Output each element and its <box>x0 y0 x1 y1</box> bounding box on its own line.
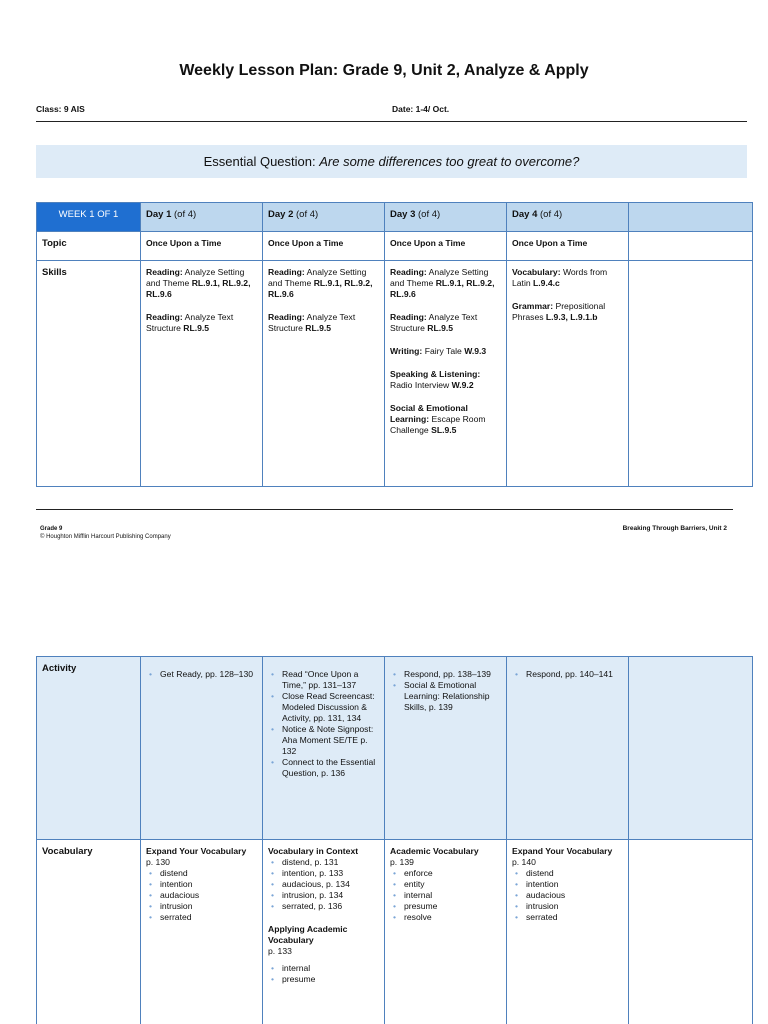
footer-copyright: © Houghton Mifflin Harcourt Publishing Company <box>40 534 171 541</box>
list-item: • intention, p. 133 <box>268 868 379 879</box>
list-item: • Get Ready, pp. 128–130 <box>146 669 257 680</box>
list-item: • Notice & Note Signpost: Aha Moment SE/TE p. 132 <box>268 724 379 757</box>
list-item: • audacious, p. 134 <box>268 879 379 890</box>
list-item: • internal <box>268 963 379 974</box>
row-label-vocabulary: Vocabulary <box>37 840 141 1024</box>
row-label-skills: Skills <box>37 261 141 487</box>
activity-cell <box>385 657 507 840</box>
list-item: • Close Read Screencast: Modeled Discussion & Activity, pp. 131, 134 <box>268 691 379 724</box>
list-item: • Connect to the Essential Question, p. 136 <box>268 757 379 779</box>
topic-cell: Once Upon a Time <box>141 232 263 261</box>
list-item: • intrusion, p. 134 <box>268 890 379 901</box>
skills-cell: Reading: Analyze Setting and Theme RL.9.1, RL.9.2, RL.9.6 Reading: Analyze Text Structure RL.9.5 Writing: Fairy Tale W.9.3 Speaking & Listening: Radio Interview W.9.2 Social & Emotional Learning: Escape Room Challenge SL.9.5 <box>385 261 507 487</box>
footer-right: Breaking Through Barriers, Unit 2 <box>622 525 727 532</box>
vocabulary-cell: Expand Your Vocabulary p. 140 • distend • intention • audacious • intrusion • serrated <box>507 840 629 1024</box>
day-header-empty <box>629 203 753 232</box>
activity-cell <box>507 657 629 840</box>
list-item: • audacious <box>512 890 623 901</box>
day-header: Day 4 (of 4) <box>507 203 629 232</box>
table-header-row <box>37 203 753 232</box>
date-label: Date: 1-4/ Oct. <box>392 104 450 114</box>
list-item: • enforce <box>390 868 501 879</box>
vocabulary-cell: Expand Your Vocabulary p. 130 • distend • intention • audacious • intrusion • serrated <box>141 840 263 1024</box>
essential-question-text: Are some differences too great to overcome? <box>319 154 580 169</box>
activity-cell <box>141 657 263 840</box>
lesson-plan-table-bottom <box>36 656 753 1024</box>
skills-cell: Vocabulary: Words from Latin L.9.4.c Grammar: Prepositional Phrases L.9.3, L.9.1.b <box>507 261 629 487</box>
topic-cell: Once Upon a Time <box>507 232 629 261</box>
header-divider <box>36 121 747 122</box>
skills-cell: Reading: Analyze Setting and Theme RL.9.1, RL.9.2, RL.9.6 Reading: Analyze Text Structure RL.9.5 <box>141 261 263 487</box>
topic-cell-empty <box>629 232 753 261</box>
list-item: • presume <box>268 974 379 985</box>
list-item: • distend <box>146 868 257 879</box>
skills-row <box>37 261 753 487</box>
list-item: • Respond, pp. 138–139 <box>390 669 501 680</box>
skills-cell-empty <box>629 261 753 487</box>
footer-left <box>40 525 171 542</box>
class-label: Class: 9 AIS <box>36 104 85 114</box>
topic-cell: Once Upon a Time <box>385 232 507 261</box>
list-item: • Social & Emotional Learning: Relationship Skills, p. 139 <box>390 680 501 713</box>
page-title: Weekly Lesson Plan: Grade 9, Unit 2, Analyze & Apply <box>179 62 589 79</box>
activity-cell-empty <box>629 657 753 840</box>
essential-question-label: Essential Question: <box>203 154 320 169</box>
list-item: • internal <box>390 890 501 901</box>
week-label: WEEK 1 OF 1 <box>37 203 141 232</box>
vocabulary-cell-empty <box>629 840 753 1024</box>
list-item: • intrusion <box>146 901 257 912</box>
list-item: • distend, p. 131 <box>268 857 379 868</box>
list-item: • presume <box>390 901 501 912</box>
list-item: • Respond, pp. 140–141 <box>512 669 623 680</box>
topic-row <box>37 232 753 261</box>
footer-divider <box>36 509 733 510</box>
list-item: • resolve <box>390 912 501 923</box>
list-item: • serrated <box>146 912 257 923</box>
vocabulary-cell: Vocabulary in Context • distend, p. 131 • intention, p. 133 • audacious, p. 134 • intrusion, p. 134 • serrated, p. 136 Applying Academic Vocabulary p. 133 • internal • presume <box>263 840 385 1024</box>
skills-cell: Reading: Analyze Setting and Theme RL.9.1, RL.9.2, RL.9.6 Reading: Analyze Text Structure RL.9.5 <box>263 261 385 487</box>
day-header: Day 3 (of 4) <box>385 203 507 232</box>
list-item: • intention <box>146 879 257 890</box>
vocabulary-row <box>37 840 753 1024</box>
list-item: • distend <box>512 868 623 879</box>
essential-question-banner <box>36 145 747 178</box>
list-item: • entity <box>390 879 501 890</box>
row-label-topic: Topic <box>37 232 141 261</box>
list-item: • Read “Once Upon a Time,” pp. 131–137 <box>268 669 379 691</box>
footer-grade: Grade 9 <box>40 526 63 532</box>
list-item: • audacious <box>146 890 257 901</box>
list-item: • serrated <box>512 912 623 923</box>
lesson-plan-table-top <box>36 202 753 487</box>
list-item: • serrated, p. 136 <box>268 901 379 912</box>
topic-cell: Once Upon a Time <box>263 232 385 261</box>
day-header: Day 2 (of 4) <box>263 203 385 232</box>
list-item: • intention <box>512 879 623 890</box>
activity-cell <box>263 657 385 840</box>
activity-row <box>37 657 753 840</box>
row-label-activity: Activity <box>37 657 141 840</box>
list-item: • intrusion <box>512 901 623 912</box>
day-header: Day 1 (of 4) <box>141 203 263 232</box>
vocabulary-cell: Academic Vocabulary p. 139 • enforce • entity • internal • presume • resolve <box>385 840 507 1024</box>
